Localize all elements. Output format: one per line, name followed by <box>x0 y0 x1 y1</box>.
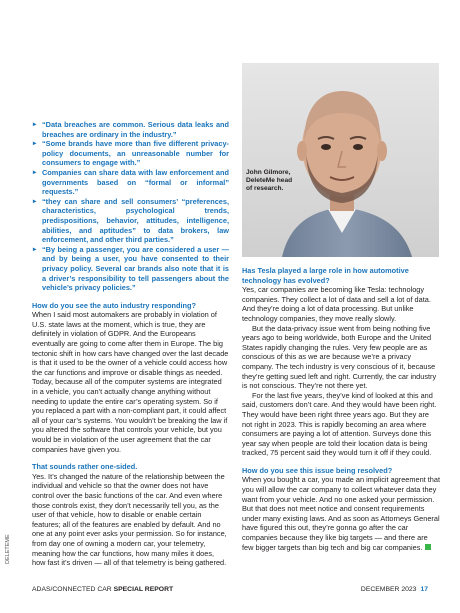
answer-paragraph: Yes, car companies are becoming like Tesla: technology companies. They collect a lot of data and sell a lot of data. And they’re doing a lot of data processing. But unlike technology companies, they move really slowly. <box>242 285 431 323</box>
bullet-item <box>32 197 229 245</box>
bullet-marker-icon: ▸ <box>33 121 37 128</box>
bullet-text: “Data breaches are common. Serious data leaks and breaches are ordinary in the industry.” <box>42 120 229 139</box>
answer-paragraph <box>242 475 440 552</box>
answer-paragraph: Yes. It’s changed the nature of the relationship between the individual and vehicle so that the owner does not have control over the basic functions of the car. And even where those controls exist, they don’t necessarily tell you, as the user of that vehicle, how to disable or enable certain features; all of the features are enabled by default. And no one at any point ever asks your permission. So for instance, from day one of owning a modern car, your telemetry, meaning how the car functions, how many miles it does, how fast it’s driven — all of that telemetry is being gathered. <box>32 471 227 568</box>
end-mark-icon <box>425 544 431 550</box>
portrait-illustration <box>242 63 439 257</box>
bullet-list <box>32 120 229 293</box>
bullet-marker-icon: ▸ <box>33 168 37 176</box>
question-heading: Has Tesla played a large role in how automotive technology has evolved? <box>242 266 409 285</box>
photo-credit <box>5 520 14 564</box>
footer-section-plain: ADAS/CONNECTED CAR <box>32 586 114 593</box>
bullet-item <box>32 120 229 139</box>
footer-date: DECEMBER 2023 <box>360 586 417 593</box>
bullet-text: “they can share and sell consumers’ “preferences, characteristics, psychological trends, predispositions, behavior, attitudes, intelligence, abilities, and aptitudes” to data brokers, law enforcement, and other third parties.” <box>42 196 229 245</box>
answer-paragraph: When I said most automakers are probably in violation of U.S. state laws at the moment, which is true, they are definitely in violation of GDPR. And the Europeans eventually are going to come after them in Europe. The big tectonic shift in how cars have changed over the last decade is that it used to be the owner of a vehicle could access how the car functions and improve or disable things as needed. Today, because all of the computer systems are integrated in a vehicle, you can’t actually change anything without needing to update the entire car’s operating system. So if you replaced a part with a non-compliant part, it could affect all of your car’s systems. You wouldn’t be breaking the law if you altered the software that controls your vehicle, but you would be in violation of the user agreement that the car companies have given you. <box>32 310 229 454</box>
left-column <box>32 120 229 568</box>
footer-section-bold: SPECIAL REPORT <box>113 586 174 593</box>
question-heading: That sounds rather one-sided. <box>32 462 138 472</box>
bullet-item <box>32 245 229 293</box>
bullet-text: “Some brands have more than five different privacy-policy documents, an unreasonable number for consumers to engage with.” <box>42 139 229 168</box>
photo-credit-text: DELETEME <box>5 534 11 564</box>
question-heading: How do you see the auto industry responding? <box>32 300 197 310</box>
portrait-photo <box>242 63 439 257</box>
answer-text: When you bought a car, you made an implicit agreement that you will allow the car company to collect whatever data they want from your vehicle. And no one asked your permission. But that does not meet notice and consent requirements under many existing laws. And as soon as Attorneys General have figured this out, they’re gonna go after the car companies because they like big targets — and there are few bigger targets than big tech and big car companies. <box>242 475 440 552</box>
bullet-item <box>32 168 229 197</box>
bullet-text: Companies can share data with law enforcement and governments based on “formal or informal” requests.” <box>42 167 229 197</box>
bullet-item <box>32 139 229 168</box>
bullet-marker-icon: ▸ <box>33 140 37 148</box>
page-number: 17 <box>420 586 428 593</box>
answer-paragraph: For the last five years, they’ve kind of looked at this and said, customers don’t care. And they would have been right. They would have been right three years ago. But they are not right in 2023. This is rapidly becoming an area where consumers are paying a lot of attention. Surveys done this year say when people are told their location data is being tracked, 75 percent said they would turn it off if they could. <box>242 390 437 458</box>
bullet-marker-icon: ▸ <box>33 197 37 205</box>
question-heading: How do you see this issue being resolved? <box>242 465 393 475</box>
footer-section-label <box>32 586 173 593</box>
answer-paragraph: But the data-privacy issue went from being nothing five years ago to being worldwide, both Europe and the United States rapidly changing the rules. Very few people are as conscious of this as we are because we’re a privacy company. The tech industry is very conscious of it, because they’re getting sued left and right. Currently, the car industry is not conscious. They’re not there yet. <box>242 323 437 391</box>
photo-caption: John Gilmore, DeleteMe head of research. <box>246 169 293 193</box>
bullet-text: “By being a passenger, you are considered a user — and by being a user, you have consented to their privacy policy. Several car brands also note that it is a driver’s responsibility to tell passengers about the vehicle’s privacy policies.” <box>42 244 229 293</box>
bullet-marker-icon: ▸ <box>33 245 37 253</box>
footer-date-page <box>361 586 428 593</box>
right-column <box>242 266 440 552</box>
